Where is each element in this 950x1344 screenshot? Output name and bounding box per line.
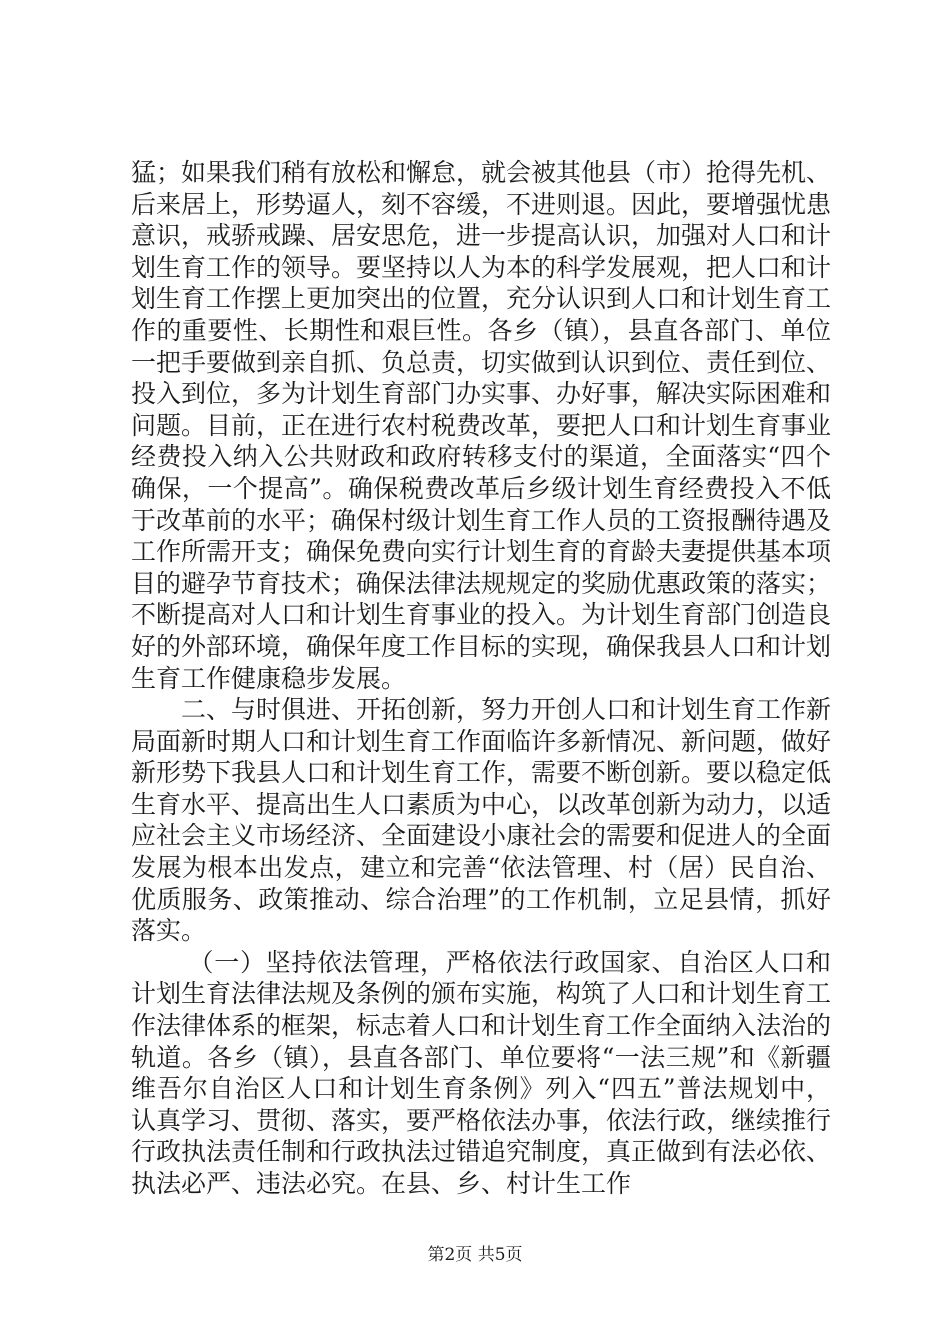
document-body bbox=[131, 157, 831, 1200]
paragraph-section-two: 二、与时俱进、开拓创新，努力开创人口和计划生育工作新局面新时期人口和计划生育工作面临许多新情况、新问题，做好新形势下我县人口和计划生育工作，需要不断创新。要以稳定低生育水平、提高出生人口素质为中心，以改革创新为动力，以适应社会主义市场经济、全面建设小康社会的需要和促进人的全面发展为根本出发点，建立和完善“依法管理、村（居）民自治、优质服务、政策推动、综合治理”的工作机制，立足县情，抓好落实。 bbox=[131, 695, 832, 946]
paragraph-continuation: 猛；如果我们稍有放松和懈怠，就会被其他县（市）抢得先机、后来居上，形势逼人，刻不容缓，不进则退。因此，要增强忧患意识，戒骄戒躁、居安思危，进一步提高认识，加强对人口和计划生育工作的领导。要坚持以人为本的科学发展观，把人口和计划生育工作摆上更加突出的位置，充分认识到人口和计划生育工作的重要性、长期性和艰巨性。各乡（镇），县直各部门、单位一把手要做到亲自抓、负总责，切实做到认识到位、责任到位、投入到位，多为计划生育部门办实事、办好事，解决实际困难和问题。目前，正在进行农村税费改革，要把人口和计划生育事业经费投入纳入公共财政和政府转移支付的渠道，全面落实“四个确保，一个提高”。确保税费改革后乡级计划生育经费投入不低于改革前的水平；确保村级计划生育工作人员的工资报酬待遇及工作所需开支；确保免费向实行计划生育的育龄夫妻提供基本项目的避孕节育技术；确保法律法规规定的奖励优惠政策的落实；不断提高对人口和计划生育事业的投入。为计划生育部门创造良好的外部环境，确保年度工作目标的实现，确保我县人口和计划生育工作健康稳步发展。 bbox=[131, 158, 832, 693]
page-footer: 第2页 共5页 bbox=[427, 1245, 523, 1265]
paragraph-subsection-one: （一）坚持依法管理，严格依法行政国家、自治区人口和计划生育法律法规及条例的颁布实施，构筑了人口和计划生育工作法律体系的框架，标志着人口和计划生育工作全面纳入法治的轨道。各乡（镇），县直各部门、单位要将“一法三规”和《新疆维吾尔自治区人口和计划生育条例》列入“四五”普法规划中，认真学习、贯彻、落实，要严格依法办事，依法行政，继续推行行政执法责任制和行政执法过错追究制度，真正做到有法必依、执法必严、违法必究。在县、乡、村计生工作 bbox=[131, 947, 832, 1198]
